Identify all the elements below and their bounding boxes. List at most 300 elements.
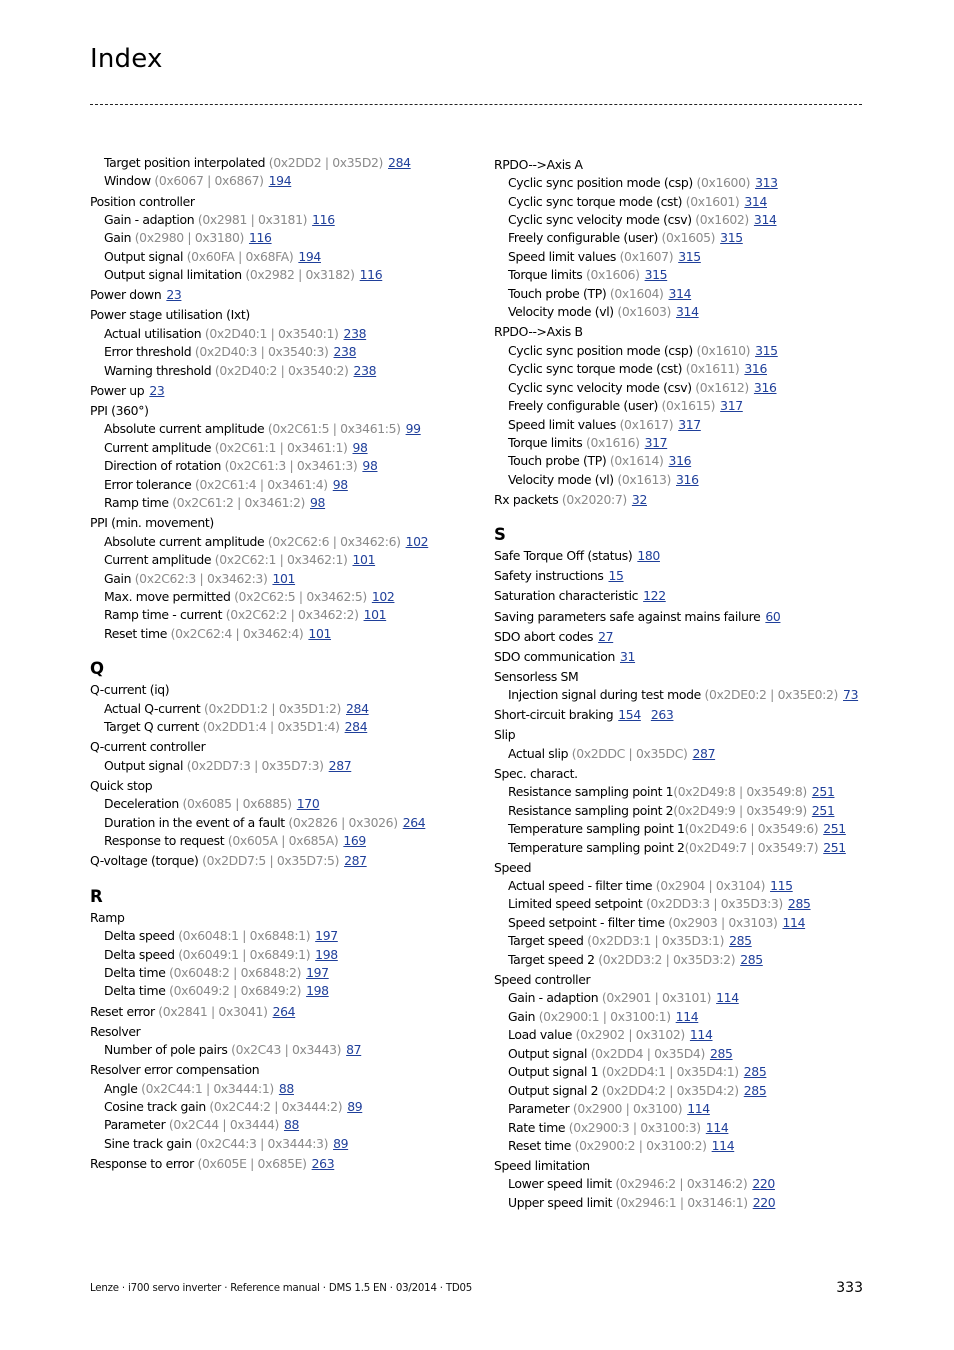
entry-label: Cyclic sync position mode (csp): [508, 342, 693, 358]
object-code: (0x2D49:9 | 0x3549:9): [673, 802, 807, 818]
page-link[interactable]: 98: [352, 439, 368, 455]
index-subentry: [494, 877, 874, 895]
entry-label: Speed controller: [494, 971, 591, 987]
index-subentry: [90, 757, 475, 775]
object-code: (0x2C61:4 | 0x3461:4): [194, 476, 328, 492]
object-code: (0x2DD7:5 | 0x35D7:5): [202, 853, 340, 869]
object-code: (0x2900:2 | 0x3100:2): [574, 1137, 707, 1153]
object-code: (0x2DD4:2 | 0x35D4:2): [601, 1082, 739, 1098]
object-code: (0x6048:1 | 0x6848:1): [178, 928, 311, 944]
index-subentry: [90, 551, 475, 569]
entry-label: Response to request: [104, 833, 225, 849]
object-code: (0x1615): [661, 398, 716, 414]
page-link[interactable]: 15: [608, 568, 624, 584]
entry-label: Resolver: [90, 1023, 141, 1039]
object-code: (0x2900:3 | 0x3100:3): [568, 1119, 701, 1135]
object-code: (0x2DD1:2 | 0x35D1:2): [204, 700, 341, 716]
index-entry: [494, 1157, 874, 1175]
object-code: (0x2020:7): [561, 491, 627, 507]
page-link[interactable]: 317: [678, 416, 701, 432]
index-subentry: [90, 1116, 475, 1134]
index-subentry: [90, 1135, 475, 1153]
page-link[interactable]: 88: [283, 1117, 300, 1133]
index-entry: [90, 193, 475, 211]
page-link[interactable]: 98: [362, 458, 378, 474]
object-code: (0x2C44:2 | 0x3444:2): [209, 1098, 343, 1114]
page-link[interactable]: 264: [402, 814, 426, 830]
entry-label: Torque limits: [508, 434, 583, 450]
index-subentry: [90, 476, 475, 494]
object-code: (0x1613): [617, 471, 671, 487]
page-link[interactable]: 251: [823, 821, 846, 837]
index-entry: [494, 648, 874, 666]
entry-label: Sensorless SM: [494, 668, 579, 684]
header-separator: [90, 104, 862, 105]
object-code: (0x2900 | 0x3100): [572, 1101, 683, 1117]
object-code: (0x2DE0:2 | 0x35E0:2): [704, 687, 839, 703]
page-link[interactable]: 251: [811, 802, 835, 818]
entry-label: Delta speed: [104, 928, 175, 944]
object-code: (0x6067 | 0x6867): [154, 173, 264, 189]
entry-label: Slip: [494, 727, 516, 743]
page-link[interactable]: 285: [709, 1045, 733, 1061]
object-code: (0x2980 | 0x3180): [134, 230, 244, 246]
index-entry: [494, 587, 874, 605]
index-subentry: [90, 154, 475, 172]
index-entry: [90, 1155, 475, 1173]
page-link[interactable]: 314: [668, 285, 692, 301]
page-link[interactable]: 32: [631, 491, 647, 507]
page-link[interactable]: 114: [689, 1027, 713, 1043]
entry-label: Reset time: [508, 1137, 572, 1153]
object-code: (0x2981 | 0x3181): [197, 211, 308, 227]
index-subentry: [494, 248, 874, 266]
entry-label: Reset time: [104, 625, 168, 641]
entry-label: Duration in the event of a fault: [104, 814, 285, 830]
index-subentry: [494, 1119, 874, 1137]
entry-label: Cyclic sync velocity mode (csv): [508, 379, 692, 395]
object-code: (0x1603): [617, 304, 671, 320]
page-link[interactable]: 89: [333, 1135, 349, 1151]
entry-label: Angle: [104, 1080, 138, 1096]
page-number: 333: [836, 1280, 863, 1296]
index-subentry: [90, 606, 475, 624]
page-link[interactable]: 238: [343, 325, 367, 341]
section-letter: Q: [90, 659, 105, 679]
index-subentry: [494, 802, 874, 820]
page-link[interactable]: 263: [650, 707, 674, 723]
index-subentry: [90, 325, 475, 343]
page-link[interactable]: 284: [388, 155, 411, 170]
index-subentry: [90, 211, 475, 229]
entry-label: Load value: [508, 1027, 573, 1043]
object-code: (0x2DD2 | 0x35D2): [268, 155, 384, 170]
page-link[interactable]: 114: [687, 1101, 710, 1117]
index-entry: [90, 306, 475, 324]
entry-label: Gain: [104, 570, 132, 586]
page-link[interactable]: 101: [272, 570, 296, 586]
entry-label: Output signal 1: [508, 1064, 599, 1080]
page-link[interactable]: 194: [268, 173, 292, 189]
page-link[interactable]: 314: [744, 193, 767, 209]
index-entry: [494, 628, 874, 646]
index-subentry: [494, 1045, 874, 1063]
entry-label: Temperature sampling point 2: [508, 839, 685, 855]
object-code: (0x2DD3:1 | 0x35D3:1): [587, 933, 725, 949]
entry-label: Current amplitude: [104, 439, 212, 455]
object-code: (0x605E | 0x685E): [197, 1155, 307, 1171]
entry-label: Delta speed: [104, 946, 175, 962]
entry-label: Delta time: [104, 983, 166, 999]
index-subentry: [90, 248, 475, 266]
index-subentry: [90, 1098, 475, 1116]
index-subentry: [90, 362, 475, 380]
object-code: (0x6049:1 | 0x6849:1): [178, 946, 311, 962]
page-link[interactable]: 287: [344, 853, 367, 869]
object-code: (0x2DD4:1 | 0x35D4:1): [601, 1064, 739, 1080]
index-subentry: [494, 416, 874, 434]
entry-label: Rx packets: [494, 491, 559, 507]
index-subentry: [90, 927, 475, 945]
index-subentry: [90, 982, 475, 1000]
entry-label: RPDO-->Axis B: [494, 324, 583, 340]
page-link[interactable]: 316: [744, 361, 767, 377]
index-subentry: [494, 193, 874, 211]
index-subentry: [90, 588, 475, 606]
index-subentry: [494, 951, 874, 969]
entry-label: Ramp: [90, 909, 125, 925]
object-code: (0x2C61:3 | 0x3461:3): [224, 458, 358, 474]
entry-label: Actual slip: [508, 745, 569, 761]
index-subentry: [494, 1063, 874, 1081]
object-code: (0x2DD3:2 | 0x35D3:2): [598, 951, 736, 967]
page-link[interactable]: 101: [308, 625, 332, 641]
index-subentry: [494, 211, 874, 229]
index-entry: [90, 738, 475, 756]
entry-label: Rate time: [508, 1119, 566, 1135]
object-code: (0x1602): [695, 211, 749, 227]
entry-label: Output signal limitation: [104, 267, 242, 283]
page-link[interactable]: 287: [328, 757, 352, 773]
object-code: (0x2D49:7 | 0x3549:7): [684, 839, 819, 855]
entry-label: Actual Q-current: [104, 700, 201, 716]
page-link[interactable]: 122: [643, 588, 666, 604]
page-link[interactable]: 102: [371, 588, 395, 604]
page-link[interactable]: 101: [352, 552, 376, 568]
entry-label: Max. move permitted: [104, 588, 231, 604]
page-link[interactable]: 285: [743, 1064, 767, 1080]
page-link[interactable]: 238: [353, 362, 377, 378]
index-subentry: [494, 174, 874, 192]
page-link[interactable]: 285: [787, 896, 811, 912]
index-subentry: [494, 820, 874, 838]
page-link[interactable]: 315: [755, 342, 778, 358]
page-link[interactable]: 170: [296, 796, 320, 812]
page-link[interactable]: 263: [311, 1155, 335, 1171]
page-link[interactable]: 98: [332, 476, 348, 492]
index-subentry: [90, 1041, 475, 1059]
page-link[interactable]: 284: [344, 719, 368, 735]
index-subentry: [90, 570, 475, 588]
index-subentry: [494, 745, 874, 763]
page-link[interactable]: 116: [248, 230, 272, 246]
index-subentry: [494, 914, 874, 932]
object-code: (0x2C62:1 | 0x3462:1): [214, 552, 348, 568]
index-subentry: [90, 814, 475, 832]
entry-label: Cyclic sync torque mode (cst): [508, 193, 683, 209]
object-code: (0x2C62:3 | 0x3462:3): [134, 570, 268, 586]
index-entry: [90, 681, 475, 699]
object-code: (0x2900:1 | 0x3100:1): [538, 1008, 671, 1024]
page-link[interactable]: 154: [618, 707, 641, 723]
page-link[interactable]: 115: [770, 878, 793, 894]
page-link[interactable]: 89: [347, 1098, 363, 1114]
page-link[interactable]: 220: [752, 1176, 775, 1192]
object-code: (0x1617): [619, 416, 674, 432]
entry-label: Q-current (iq): [90, 682, 170, 698]
index-entry: [494, 567, 874, 585]
index-entry: [90, 852, 475, 870]
entry-label: Deceleration: [104, 796, 179, 812]
index-subentry: [90, 832, 475, 850]
index-entry: [494, 608, 874, 626]
page-link[interactable]: 316: [668, 453, 692, 469]
entry-label: Safety instructions: [494, 568, 604, 584]
page-link[interactable]: 73: [843, 687, 859, 703]
entry-label: Temperature sampling point 1: [508, 821, 685, 837]
entry-label: Speed limit values: [508, 248, 616, 264]
page-link[interactable]: 60: [765, 608, 781, 624]
object-code: (0x6048:2 | 0x6848:2): [169, 965, 302, 981]
index-entry: [494, 668, 874, 686]
page-link[interactable]: 31: [619, 648, 636, 664]
entry-label: Window: [104, 173, 151, 189]
index-subentry: [90, 420, 475, 438]
entry-label: Actual utilisation: [104, 325, 202, 341]
object-code: (0x605A | 0x685A): [227, 833, 339, 849]
index-entry: [90, 402, 475, 420]
page-link[interactable]: 315: [720, 230, 743, 246]
object-code: (0x2903 | 0x3103): [668, 914, 778, 930]
entry-label: Target speed: [508, 933, 584, 949]
entry-label: PPI (360°): [90, 402, 149, 418]
object-code: (0x2C61:5 | 0x3461:5): [267, 421, 401, 437]
object-code: (0x6085 | 0x6885): [182, 796, 292, 812]
page-link[interactable]: 99: [405, 421, 421, 437]
page-link[interactable]: 284: [346, 700, 369, 716]
section-letter: R: [90, 886, 103, 906]
object-code: (0x2C44 | 0x3444): [168, 1117, 279, 1133]
index-subentry: [494, 686, 874, 704]
page-link[interactable]: 114: [782, 914, 806, 930]
entry-label: Power down: [90, 287, 162, 303]
page-link[interactable]: 251: [823, 839, 846, 855]
page-link[interactable]: 27: [598, 628, 614, 644]
page-link[interactable]: 98: [310, 495, 326, 511]
object-code: (0x2DDC | 0x35DC): [571, 745, 688, 761]
page-link[interactable]: 197: [306, 965, 329, 981]
object-code: (0x2901 | 0x3101): [601, 990, 712, 1006]
page-link[interactable]: 114: [716, 990, 739, 1006]
index-subentry: [494, 839, 874, 857]
index-subentry: [494, 1100, 874, 1118]
index-subentry: [494, 285, 874, 303]
entry-label: Saving parameters safe against mains failure: [494, 608, 761, 624]
entry-label: Freely configurable (user): [508, 230, 658, 246]
page-link[interactable]: 316: [676, 471, 699, 487]
entry-label: Power stage utilisation (Ixt): [90, 307, 250, 323]
index-subentry: [494, 1137, 874, 1155]
index-subentry: [494, 303, 874, 321]
page-link[interactable]: 197: [315, 928, 338, 944]
page-link[interactable]: 169: [343, 833, 366, 849]
entry-label: Resolver error compensation: [90, 1062, 260, 1078]
index-subentry: [494, 452, 874, 470]
entry-label: PPI (min. movement): [90, 515, 214, 531]
object-code: (0x60FA | 0x68FA): [186, 248, 294, 264]
entry-label: Short-circuit braking: [494, 707, 614, 723]
entry-label: Gain: [104, 230, 132, 246]
object-code: (0x2C62:6 | 0x3462:6): [267, 533, 401, 549]
index-subentry: [90, 964, 475, 982]
object-code: (0x2DD1:4 | 0x35D1:4): [202, 719, 340, 735]
footer-text: Lenze · i700 servo inverter · Reference manual · DMS 1.5 EN · 03/2014 · TD05: [90, 1283, 473, 1294]
index-entry: [494, 971, 874, 989]
entry-label: Sine track gain: [104, 1135, 192, 1151]
index-subentry: [90, 700, 475, 718]
page-link[interactable]: 317: [720, 398, 743, 414]
page-link[interactable]: 314: [753, 211, 777, 227]
index-entry: [494, 323, 874, 341]
page-link[interactable]: 285: [729, 933, 752, 949]
entry-label: Current amplitude: [104, 552, 212, 568]
page-link[interactable]: 114: [711, 1137, 735, 1153]
entry-label: Warning threshold: [104, 362, 212, 378]
page-link[interactable]: 264: [272, 1003, 296, 1019]
entry-label: Q-voltage (torque): [90, 853, 199, 869]
page-link[interactable]: 180: [637, 548, 660, 564]
page-link[interactable]: 316: [753, 379, 777, 395]
object-code: (0x2DD3:3 | 0x35D3:3): [645, 896, 783, 912]
page-link[interactable]: 317: [644, 434, 668, 450]
object-code: (0x2DD4 | 0x35D4): [590, 1045, 705, 1061]
entry-label: Velocity mode (vl): [508, 471, 614, 487]
index-subentry: [494, 434, 874, 452]
page-link[interactable]: 314: [676, 304, 699, 320]
entry-label: Quick stop: [90, 777, 153, 793]
entry-label: Output signal 2: [508, 1082, 599, 1098]
page-link[interactable]: 114: [705, 1119, 729, 1135]
entry-label: Gain - adaption: [104, 211, 195, 227]
index-subentry: [90, 718, 475, 736]
index-subentry: [90, 457, 475, 475]
index-entry: [90, 514, 475, 532]
entry-label: Spec. charact.: [494, 765, 578, 781]
object-code: (0x2C43 | 0x3443): [231, 1042, 342, 1058]
entry-label: Position controller: [90, 193, 195, 209]
page-link[interactable]: 102: [405, 533, 429, 549]
page-link[interactable]: 23: [149, 382, 165, 398]
object-code: (0x2D40:3 | 0x3540:3): [194, 344, 329, 360]
entry-label: Error tolerance: [104, 476, 192, 492]
entry-label: Cyclic sync velocity mode (csv): [508, 211, 692, 227]
index-entry: [494, 765, 874, 783]
object-code: (0x2DD7:3 | 0x35D7:3): [186, 757, 324, 773]
page-link[interactable]: 251: [811, 784, 835, 800]
object-code: (0x1611): [685, 361, 740, 377]
index-entry: [494, 156, 874, 174]
entry-label: Velocity mode (vl): [508, 304, 614, 320]
entry-label: Delta time: [104, 965, 166, 981]
object-code: (0x2C61:1 | 0x3461:1): [214, 439, 348, 455]
index-entry: [494, 547, 874, 565]
page-link[interactable]: 114: [675, 1008, 699, 1024]
entry-label: SDO abort codes: [494, 628, 594, 644]
section-letter: S: [494, 525, 506, 545]
object-code: (0x1606): [585, 267, 640, 283]
index-subentry: [494, 1194, 874, 1212]
entry-label: Cyclic sync torque mode (cst): [508, 361, 683, 377]
page-link[interactable]: 116: [359, 267, 383, 283]
object-code: (0x2D49:8 | 0x3549:8): [673, 784, 807, 800]
page-link[interactable]: 313: [755, 175, 778, 191]
page-link[interactable]: 285: [743, 1082, 767, 1098]
object-code: (0x2841 | 0x3041): [158, 1003, 268, 1019]
entry-label: Speed setpoint - filter time: [508, 914, 665, 930]
object-code: (0x1605): [661, 230, 716, 246]
page-link[interactable]: 220: [752, 1194, 776, 1210]
object-code: (0x2902 | 0x3102): [575, 1027, 685, 1043]
entry-label: Number of pole pairs: [104, 1042, 228, 1058]
index-subentry: [90, 266, 475, 284]
entry-label: Torque limits: [508, 267, 583, 283]
object-code: (0x2D49:6 | 0x3549:6): [684, 821, 819, 837]
page-link[interactable]: 101: [363, 607, 387, 623]
index-subentry: [494, 932, 874, 950]
page-link[interactable]: 88: [278, 1080, 294, 1096]
page-link[interactable]: 198: [306, 983, 329, 999]
page-link[interactable]: 194: [298, 248, 321, 264]
entry-label: Gain - adaption: [508, 990, 599, 1006]
page-link[interactable]: 287: [692, 745, 716, 761]
page-link[interactable]: 315: [644, 267, 668, 283]
index-entry: [494, 491, 874, 509]
page-link[interactable]: 315: [678, 248, 701, 264]
index-entry: [90, 382, 475, 400]
index-subentry: [494, 1026, 874, 1044]
entry-label: Q-current controller: [90, 739, 206, 755]
index-entry: [494, 859, 874, 877]
entry-label: Resistance sampling point 2: [508, 802, 674, 818]
entry-label: Response to error: [90, 1155, 194, 1171]
index-subentry: [494, 989, 874, 1007]
page-link[interactable]: 238: [333, 344, 357, 360]
page-link[interactable]: 23: [166, 287, 182, 303]
object-code: (0x2C62:4 | 0x3462:4): [170, 625, 304, 641]
object-code: (0x1601): [685, 193, 740, 209]
page-link[interactable]: 116: [312, 211, 335, 227]
entry-label: Gain: [508, 1008, 536, 1024]
page-link[interactable]: 198: [315, 946, 338, 962]
index-subentry: [90, 795, 475, 813]
index-subentry: [90, 439, 475, 457]
page-link[interactable]: 285: [740, 951, 763, 967]
page-link[interactable]: 87: [346, 1042, 362, 1058]
entry-label: Saturation characteristic: [494, 588, 639, 604]
index-subentry: [494, 266, 874, 284]
entry-label: Actual speed - filter time: [508, 878, 653, 894]
index-column-left: [90, 154, 475, 1173]
